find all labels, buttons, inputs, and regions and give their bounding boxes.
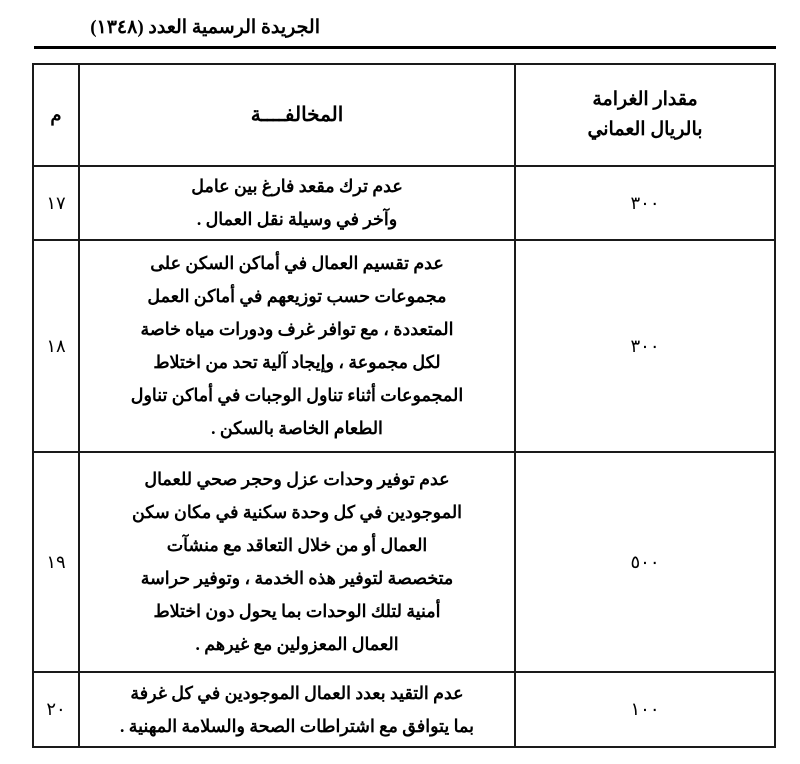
column-header-fine-line1: مقدار الغرامة xyxy=(592,89,698,110)
cell-violation-text xyxy=(79,240,515,452)
violation-line: وآخر في وسيلة نقل العمال . xyxy=(196,209,398,229)
violation-line: أمنية لتلك الوحدات بما يحول دون اختلاط xyxy=(153,601,441,621)
table-row xyxy=(33,166,775,240)
cell-fine-amount: ٥٠٠ xyxy=(515,452,775,672)
violation-line: العمال أو من خلال التعاقد مع منشآت xyxy=(166,535,428,555)
cell-violation-text xyxy=(79,672,515,747)
violation-line: المجموعات أثناء تناول الوجبات في أماكن تناول xyxy=(130,385,464,405)
cell-row-number: ٢٠ xyxy=(33,672,79,747)
cell-violation-text xyxy=(79,166,515,240)
cell-row-number: ١٨ xyxy=(33,240,79,452)
column-header-fine xyxy=(515,64,775,166)
violation-line: عدم تقسيم العمال في أماكن السكن على xyxy=(150,253,444,273)
column-header-number: م xyxy=(33,64,79,166)
table-row xyxy=(33,452,775,672)
violation-line: متخصصة لتوفير هذه الخدمة ، وتوفير حراسة xyxy=(140,568,454,588)
violation-line: عدم توفير وحدات عزل وحجر صحي للعمال xyxy=(144,469,450,489)
violation-line: الموجودين في كل وحدة سكنية في مكان سكن xyxy=(131,502,463,522)
violation-line: العمال المعزولين مع غيرهم . xyxy=(195,634,399,654)
violations-table xyxy=(32,63,776,748)
cell-violation-text xyxy=(79,452,515,672)
cell-fine-amount: ٣٠٠ xyxy=(515,166,775,240)
page-title: الجريدة الرسمية العدد (١٣٤٨) xyxy=(90,17,320,38)
violation-line: المتعددة ، مع توافر غرف ودورات مياه خاصة xyxy=(140,319,454,339)
cell-fine-amount: ١٠٠ xyxy=(515,672,775,747)
violation-line: الطعام الخاصة بالسكن . xyxy=(211,418,383,438)
violations-table-container xyxy=(34,63,776,748)
table-row xyxy=(33,672,775,747)
table-header xyxy=(33,64,775,166)
table-row xyxy=(33,240,775,452)
violation-line: عدم ترك مقعد فارغ بين عامل xyxy=(191,176,403,196)
column-header-violation: المخالفــــة xyxy=(79,64,515,166)
table-body xyxy=(33,166,775,747)
cell-row-number: ١٩ xyxy=(33,452,79,672)
page-header xyxy=(0,16,800,56)
table-header-row xyxy=(33,64,775,166)
cell-fine-amount: ٣٠٠ xyxy=(515,240,775,452)
column-header-fine-line2: بالريال العماني xyxy=(587,119,703,140)
cell-row-number: ١٧ xyxy=(33,166,79,240)
violation-line: بما يتوافق مع اشتراطات الصحة والسلامة المهنية . xyxy=(120,715,474,736)
violation-line: مجموعات حسب توزيعهم في أماكن العمل xyxy=(147,286,447,306)
header-divider xyxy=(34,46,776,49)
violation-line: لكل مجموعة ، وإيجاد آلية تحد من اختلاط xyxy=(153,352,441,372)
violation-line: عدم التقيد بعدد العمال الموجودين في كل غرفة xyxy=(130,682,464,703)
